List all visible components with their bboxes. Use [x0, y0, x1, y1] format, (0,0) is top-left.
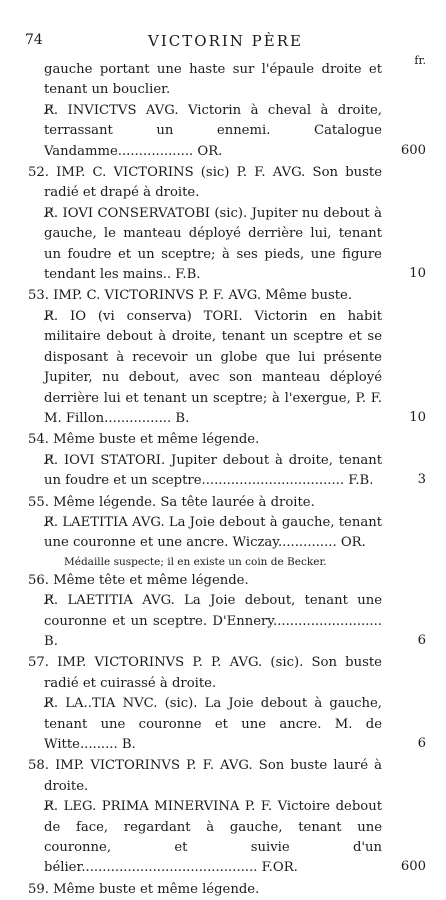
entry-value: 10: [409, 266, 426, 282]
entry-text: R̸. IOVI CONSERVATOBI (sic). Jupiter nu debout à gauche, le manteau déployé derrière lui, tenant un foudre et un sceptre; à ses pieds, une figure tendant les mains.. F.B.: [44, 205, 382, 283]
page-number: 74: [25, 32, 43, 48]
catalogue-entry: [28, 880, 426, 900]
page-header: [25, 32, 426, 67]
entry-text: 58. IMP. VICTORINVS P. F. AVG. Son buste lauré à droite.: [28, 758, 382, 794]
entry-value: 10: [409, 409, 426, 425]
value-column-unit: fr.: [414, 54, 426, 67]
catalogue-entry: [28, 307, 426, 429]
entry-text: 59. Même buste et même légende.: [28, 881, 260, 897]
catalogue-entry: [28, 430, 426, 450]
catalogue-entry: [28, 756, 426, 797]
entry-value: 600: [400, 142, 426, 158]
entry-text: Médaille suspecte; il en existe un coin de Becker.: [64, 555, 327, 568]
entry-text: R̸. IOVI STATORI. Jupiter debout à droite, tenant un foudre et un sceptre.................................. F.B.: [44, 452, 382, 489]
entry-text: gauche portant une haste sur l'épaule droite et tenant un bouclier.: [44, 62, 382, 98]
entry-text: 55. Même légende. Sa tête laurée à droite.: [28, 494, 315, 510]
catalogue-entry: [28, 163, 426, 204]
entry-value: 6: [417, 736, 426, 751]
entry-text: R̸. LA..TIA NVC. (sic). La Joie debout à gauche, tenant une couronne et une ancre. M. de Witte......... B.: [44, 696, 382, 752]
catalogue-entry: [28, 286, 426, 306]
catalogue-entry: [28, 513, 426, 554]
catalogue-entry: [28, 591, 426, 652]
entry-text: R̸. IO (vi conserva) TORI. Victorin en habit militaire debout à droite, tenant un sceptre et se disposant à recevoir un globe que lui présente Jupiter, nu debout, avec son manteau déployé derrière lui et tenant un sceptre; à l'exergue, P. F. M. Fillon................ B.: [44, 308, 382, 426]
catalogue-entry: [28, 493, 426, 513]
entry-text: 53. IMP. C. VICTORINVS P. F. AVG. Même buste.: [28, 288, 353, 304]
entry-text: 54. Même buste et même légende.: [28, 432, 260, 448]
catalogue-entry: [28, 101, 426, 162]
catalogue-body: [28, 60, 426, 900]
entry-text: R̸. LAETITIA AVG. La Joie debout, tenant une couronne et un sceptre. D'Ennery.......................... B.: [44, 593, 382, 649]
catalogue-entry: [28, 571, 426, 591]
entry-text: 52. IMP. C. VICTORINS (sic) P. F. AVG. Son buste radié et drapé à droite.: [28, 165, 382, 201]
catalogue-entry: [28, 204, 426, 286]
catalogue-entry: [28, 60, 426, 101]
entry-value: 3: [417, 472, 426, 488]
catalogue-footnote: [28, 554, 426, 570]
running-title: VICTORIN PÈRE: [148, 32, 303, 50]
catalogue-entry: [28, 451, 426, 492]
entry-text: R̸. LEG. PRIMA MINERVINA P. F. Victoire debout de face, regardant à gauche, tenant une couronne, et suivie d'un bélier.......................................... F.OR.: [44, 799, 382, 876]
entry-text: R̸. INVICTVS AVG. Victorin à cheval à droite, terrassant un ennemi. Catalogue Vandamme.................. OR.: [44, 102, 382, 159]
entry-text: 57. IMP. VICTORINVS P. P. AVG. (sic). Son buste radié et cuirassé à droite.: [28, 655, 382, 691]
entry-value: 6: [417, 632, 426, 648]
catalogue-entry: [28, 694, 426, 755]
entry-text: 56. Même tête et même légende.: [28, 572, 249, 588]
entry-text: R̸. LAETITIA AVG. La Joie debout à gauche, tenant une couronne et une ancre. Wiczay.............. OR.: [44, 514, 382, 551]
catalogue-entry: [28, 797, 426, 879]
entry-value: 600: [400, 859, 426, 875]
catalogue-entry: [28, 653, 426, 694]
